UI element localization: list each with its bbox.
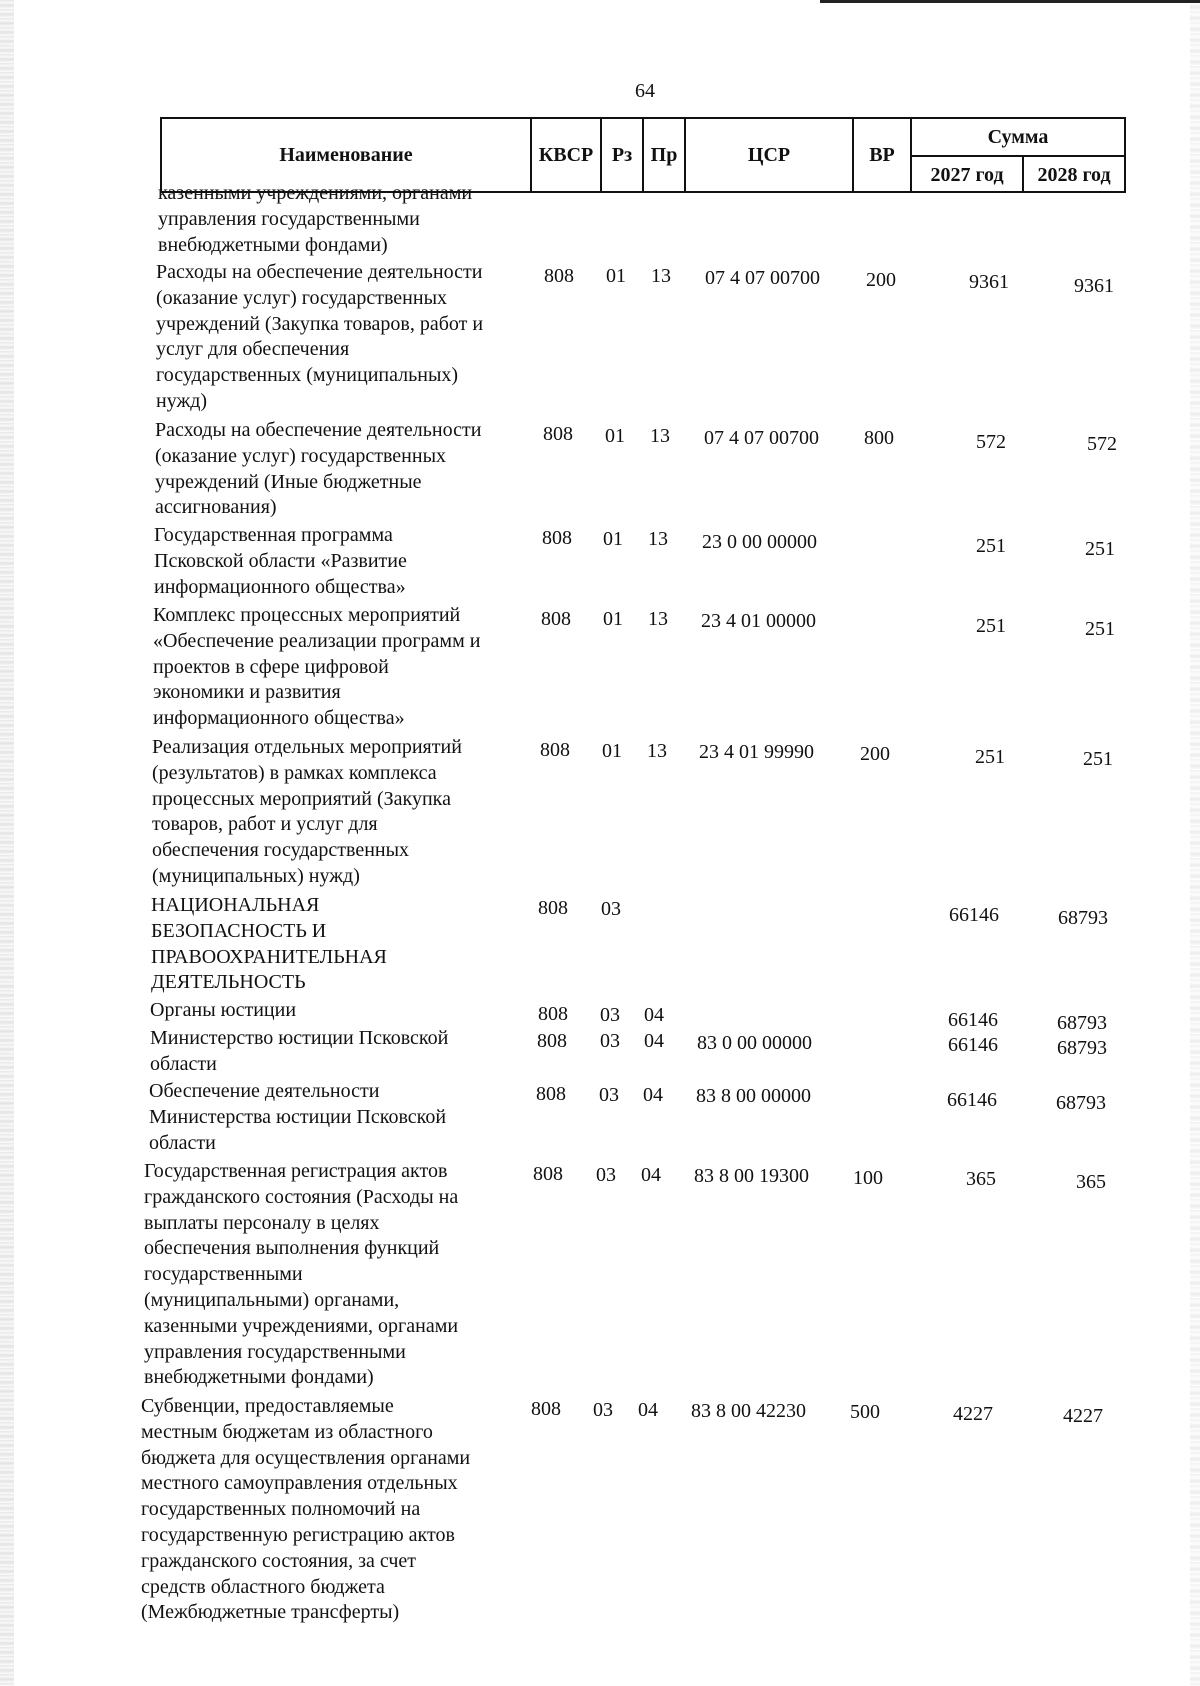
row-pr: 04 [644, 1004, 664, 1026]
row-2027: 572 [976, 431, 1006, 453]
row-vr: 800 [864, 427, 894, 449]
row-rz: 03 [600, 1004, 620, 1026]
header-rz: Рз [602, 119, 644, 191]
page-number: 64 [635, 80, 655, 102]
row-pr: 04 [644, 1030, 664, 1052]
row-2027: 66146 [948, 1009, 998, 1031]
row-kvsr: 808 [536, 1083, 566, 1105]
row-vr: 500 [850, 1401, 880, 1423]
header-kvsr: КВСР [532, 119, 602, 191]
row-kvsr: 808 [540, 739, 570, 761]
row-pr: 04 [641, 1164, 661, 1186]
row-pr: 13 [648, 608, 668, 630]
row-rz: 01 [602, 740, 622, 762]
header-sum-group [912, 119, 1124, 191]
row-vr: 100 [853, 1167, 883, 1189]
row-kvsr: 808 [541, 608, 571, 630]
row-2028: 251 [1085, 538, 1115, 560]
row-name: Органы юстиции [150, 999, 297, 1021]
row-name: Государственная регистрация актов гражданского состояния (Расходы на выплаты персоналу в целях обеспечения выполнения функций государственными (муниципальными) органами, казенными учреждениями, органами управления государственными внебюджетными фондами) [144, 1160, 459, 1389]
row-2028: 68793 [1057, 1012, 1107, 1034]
row-rz: 01 [605, 425, 625, 447]
row-name: Обеспечение деятельности Министерства юстиции Псковской области [149, 1080, 447, 1154]
row-2027: 251 [975, 746, 1005, 768]
row-pr: 04 [643, 1084, 663, 1106]
row-2027: 66146 [947, 1089, 997, 1111]
row-2028: 4227 [1063, 1405, 1103, 1427]
scan-top-line [820, 0, 1200, 3]
row-kvsr: 808 [543, 423, 573, 445]
row-2027: 251 [976, 535, 1006, 557]
row-2028: 9361 [1074, 275, 1114, 297]
row-csr: 23 0 00 00000 [702, 531, 817, 553]
header-year-2027: 2027 год [912, 157, 1024, 193]
row-2027: 251 [976, 615, 1006, 637]
row-name: Комплекс процессных мероприятий «Обеспечение реализации программ и проектов в сфере цифровой экономики и развития информационного общества» [153, 604, 481, 730]
row-pr: 13 [650, 425, 670, 447]
scan-edge-right [1190, 0, 1200, 1686]
row-vr: 200 [866, 269, 896, 291]
row-csr: 07 4 07 00700 [704, 427, 819, 449]
row-rz: 03 [600, 1030, 620, 1052]
row-2028: 251 [1085, 618, 1115, 640]
row-2027: 4227 [953, 1403, 993, 1425]
row-2028: 68793 [1057, 1037, 1107, 1059]
row-name: Расходы на обеспечение деятельности (оказание услуг) государственных учреждений (Иные бюджетные ассигнования) [155, 419, 482, 519]
row-csr: 23 4 01 99990 [699, 741, 814, 763]
row-kvsr: 808 [538, 1003, 568, 1025]
row-2027: 9361 [969, 271, 1009, 293]
row-2028: 572 [1087, 433, 1117, 455]
row-2027: 365 [966, 1168, 996, 1190]
header-name: Наименование [162, 119, 532, 191]
row-csr: 23 4 01 00000 [701, 610, 816, 632]
scan-edge-left [0, 0, 14, 1686]
row-rz: 03 [601, 898, 621, 920]
header-pr: Пр [644, 119, 686, 191]
header-sum: Сумма [912, 119, 1124, 157]
row-name: казенными учреждениями, органами управления государственными внебюджетными фондами) [158, 182, 473, 256]
row-pr: 13 [651, 265, 671, 287]
row-2027: 66146 [948, 1034, 998, 1056]
row-kvsr: 808 [537, 1030, 567, 1052]
row-kvsr: 808 [538, 897, 568, 919]
row-2028: 68793 [1056, 1092, 1106, 1114]
row-name: Субвенции, предоставляемые местным бюджетам из областного бюджета для осуществления органами местного самоуправления отдельных государственных полномочий на государственную регистрацию актов гражданского состояния, за счет средств областного бюджета (Межбюджетные трансферты) [141, 1395, 471, 1624]
row-2028: 68793 [1058, 907, 1108, 929]
row-csr: 07 4 07 00700 [705, 267, 820, 289]
row-vr: 200 [860, 743, 890, 765]
row-csr: 83 8 00 00000 [696, 1085, 811, 1107]
row-name: Государственная программа Псковской области «Развитие информационного общества» [154, 524, 407, 598]
row-kvsr: 808 [531, 1398, 561, 1420]
row-csr: 83 8 00 42230 [691, 1400, 806, 1422]
row-rz: 03 [596, 1164, 616, 1186]
row-pr: 13 [647, 740, 667, 762]
row-csr: 83 8 00 19300 [694, 1165, 809, 1187]
row-kvsr: 808 [533, 1163, 563, 1185]
row-csr: 83 0 00 00000 [697, 1032, 812, 1054]
row-rz: 01 [603, 608, 623, 630]
header-csr: ЦСР [686, 119, 854, 191]
row-rz: 03 [593, 1399, 613, 1421]
row-kvsr: 808 [544, 265, 574, 287]
row-2027: 66146 [949, 904, 999, 926]
row-name: Расходы на обеспечение деятельности (оказание услуг) государственных учреждений (Закупка товаров, работ и услуг для обеспечения государственных (муниципальных) нужд) [156, 261, 484, 412]
row-name: Министерство юстиции Псковской области [150, 1027, 449, 1075]
row-pr: 04 [638, 1399, 658, 1421]
row-rz: 03 [599, 1084, 619, 1106]
row-pr: 13 [648, 528, 668, 550]
row-2028: 251 [1083, 748, 1113, 770]
row-kvsr: 808 [542, 527, 572, 549]
header-year-2028: 2028 год [1037, 163, 1111, 186]
header-vr: ВР [854, 119, 912, 191]
row-rz: 01 [606, 265, 626, 287]
row-name: НАЦИОНАЛЬНАЯ БЕЗОПАСНОСТЬ И ПРАВООХРАНИТЕЛЬНАЯ ДЕЯТЕЛЬНОСТЬ [151, 894, 387, 994]
row-2028: 365 [1076, 1171, 1106, 1193]
row-rz: 01 [603, 528, 623, 550]
row-name: Реализация отдельных мероприятий (результатов) в рамках комплекса процессных мероприятий (Закупка товаров, работ и услуг для обеспечения государственных (муниципальных) нужд) [152, 736, 462, 887]
